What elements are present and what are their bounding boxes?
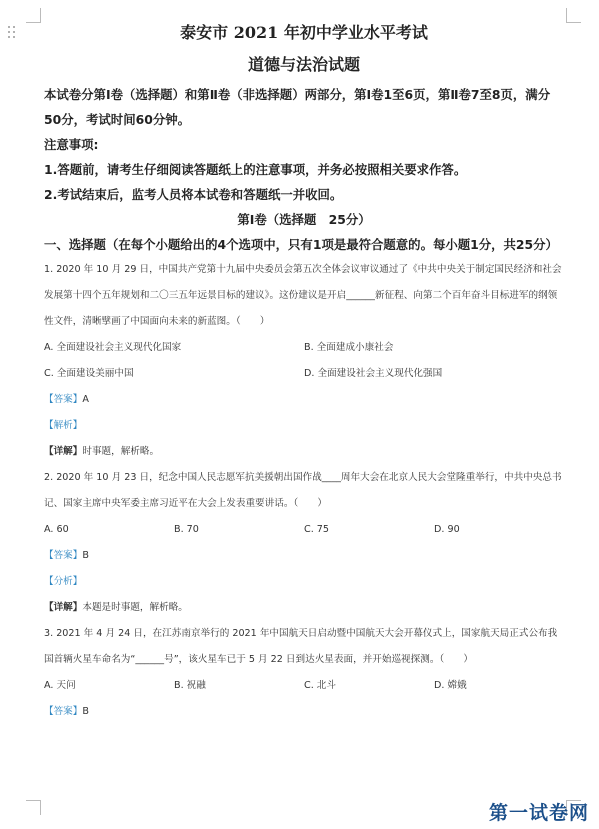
detail-tag: 【详解】 [44, 446, 83, 457]
page-corner-mark [26, 800, 41, 815]
option: A. 60 [44, 524, 69, 535]
analysis-line [44, 413, 564, 439]
answer-line [44, 699, 564, 725]
notice-item: 1.答题前，请考生仔细阅读答题纸上的注意事项，并务必按照相关要求作答。 [44, 162, 467, 177]
option: C. 北斗 [304, 680, 336, 691]
section-instruction: 一、选择题（在每个小题给出的4个选项中，只有1项是最符合题意的。每小题1分，共25分） [44, 237, 558, 252]
answer-value: B [82, 550, 89, 561]
detail-text: 时事题，解析略。 [82, 446, 160, 457]
question-stem: 2. 2020 年 10 月 23 日，纪念中国人民志愿军抗美援朝出国作战____周年大会在北京人民大会堂隆重举行，中共中央总书记、国家主席中央军委主席习近平在大会上发表重要讲话。（ ） [44, 472, 562, 509]
option: D. 90 [434, 524, 460, 535]
answer-line [44, 387, 564, 413]
page-corner-mark [26, 8, 41, 23]
answer-tag: 【答案】 [44, 550, 83, 561]
page-corner-mark [566, 8, 581, 23]
option: A. 天问 [44, 680, 76, 691]
answer-tag: 【答案】 [44, 706, 83, 717]
option: C. 75 [304, 524, 330, 535]
exam-title: 泰安市 2021 年初中学业水平考试 [180, 23, 428, 42]
site-logo: 第一试卷网 [488, 802, 589, 824]
detail-tag: 【详解】 [44, 602, 83, 613]
section-title: 第Ⅰ卷（选择题 25分） [237, 212, 371, 227]
exam-intro: 本试卷分第Ⅰ卷（选择题）和第Ⅱ卷（非选择题）两部分，第Ⅰ卷1至6页，第Ⅱ卷7至8页，满分50分，考试时间60分钟。 [44, 87, 551, 127]
option: B. 70 [174, 524, 199, 535]
option-row [44, 361, 564, 387]
answer-line [44, 543, 564, 569]
detail-text: 本题是时事题，解析略。 [82, 602, 188, 613]
option: C. 全面建设美丽中国 [44, 368, 134, 379]
notice-item: 2.考试结束后，监考人员将本试卷和答题纸一并收回。 [44, 187, 343, 202]
detail-line [44, 595, 564, 621]
drag-handle-icon[interactable] [8, 26, 18, 40]
detail-line [44, 439, 564, 465]
option: D. 全面建设社会主义现代化强国 [304, 368, 443, 379]
answer-value: A [82, 394, 89, 405]
option: A. 全面建设社会主义现代化国家 [44, 342, 182, 353]
option-row [44, 517, 564, 543]
option: B. 祝融 [174, 680, 206, 691]
question-stem: 3. 2021 年 4 月 24 日，在江苏南京举行的 2021 年中国航天日启动暨中国航天大会开幕仪式上，国家航天局正式公布我国首辆火星车命名为“______号”，该火星车已于 5 月 22 日到达火星表面，并开始巡视探测。（ ） [44, 628, 558, 665]
notice-heading: 注意事项: [44, 137, 99, 152]
option: B. 全面建成小康社会 [304, 342, 394, 353]
analysis-line [44, 569, 564, 595]
analysis-tag: 【分析】 [44, 576, 83, 587]
answer-value: B [82, 706, 89, 717]
option: D. 嫦娥 [434, 680, 467, 691]
analysis-tag: 【解析】 [44, 420, 83, 431]
option-row [44, 673, 564, 699]
document-page [44, 16, 564, 725]
answer-tag: 【答案】 [44, 394, 83, 405]
option-row [44, 335, 564, 361]
exam-subject: 道德与法治试题 [247, 55, 360, 74]
question-stem: 1. 2020 年 10 月 29 日，中国共产党第十九届中央委员会第五次全体会议审议通过了《中共中央关于制定国民经济和社会发展第十四个五年规划和二〇三五年远景目标的建议》。这份建议是开启______新征程、向第二个百年奋斗目标进军的纲领性文件，清晰擘画了中国面向未来的新蓝图。（ ） [44, 264, 562, 327]
